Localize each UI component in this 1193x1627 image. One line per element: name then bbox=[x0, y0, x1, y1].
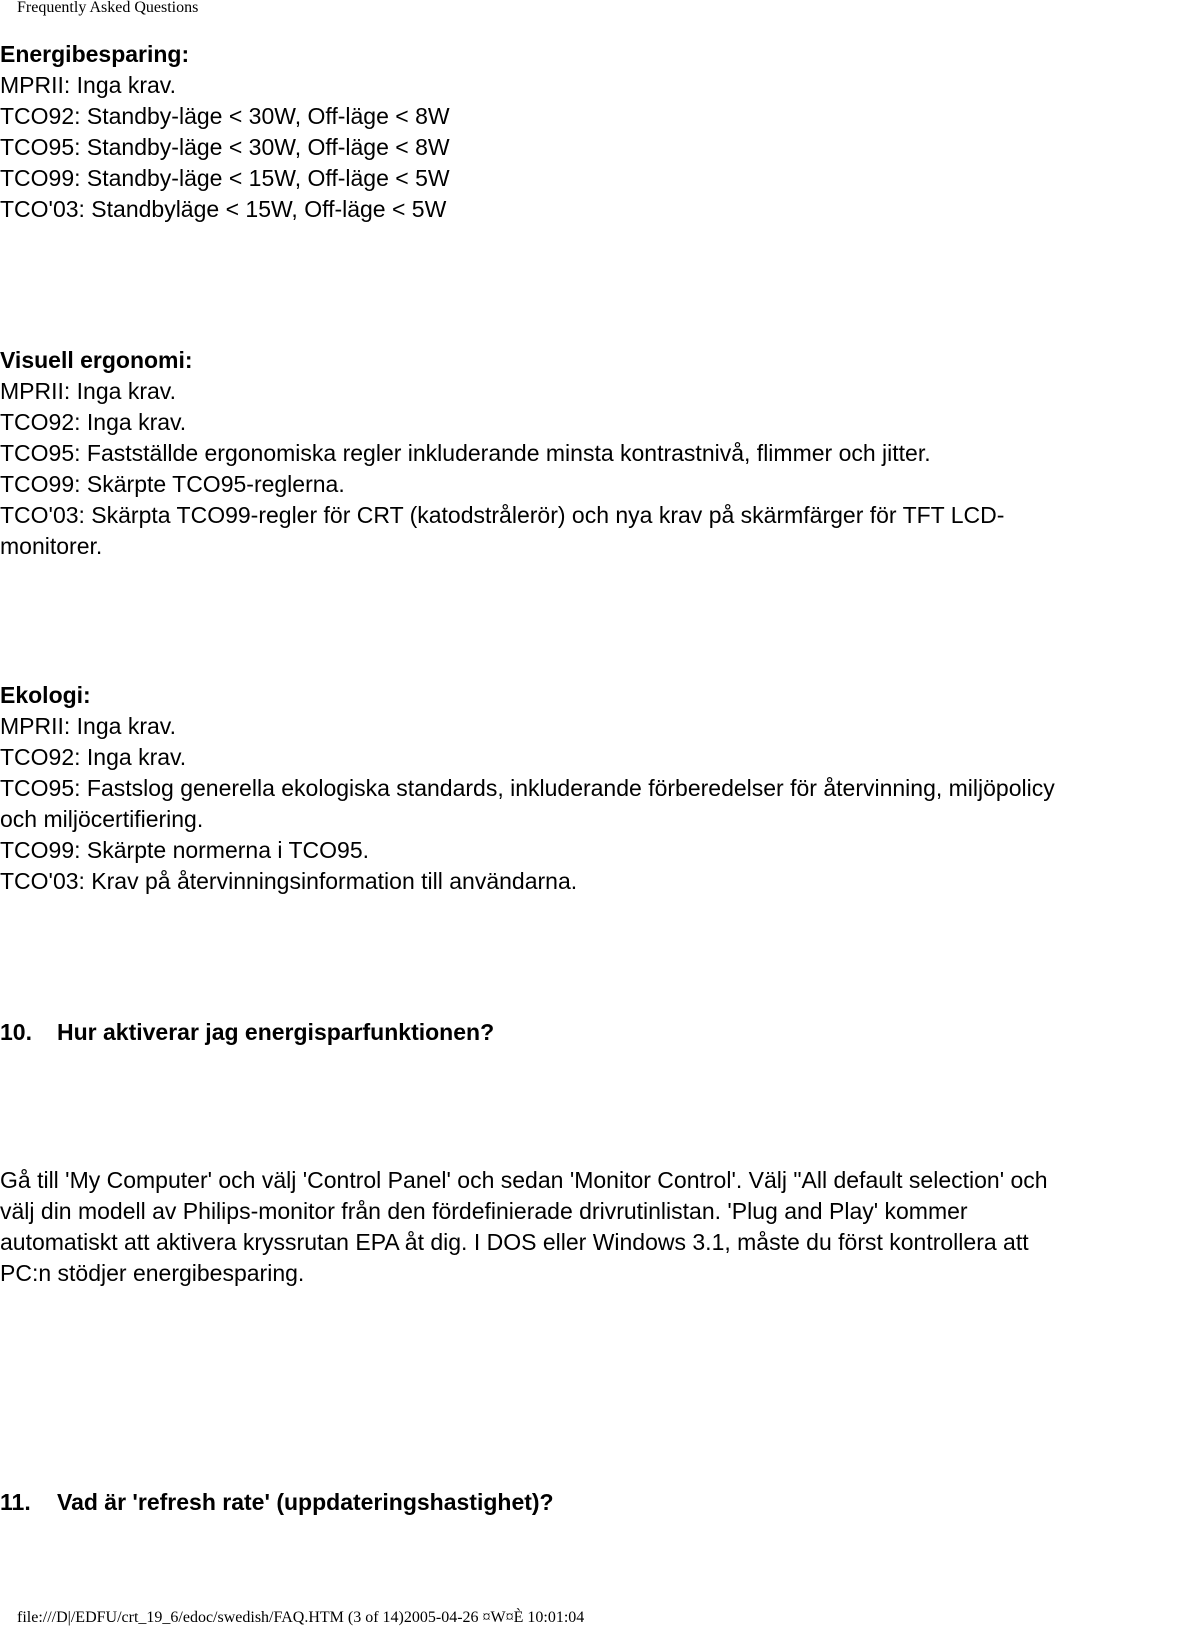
page-footer: file:///D|/EDFU/crt_19_6/edoc/swedish/FAQ.HTM (3 of 14)2005-04-26 ¤W¤È 10:01:04 bbox=[17, 1609, 585, 1626]
section-ekologi bbox=[0, 680, 1193, 897]
section-line: MPRII: Inga krav. bbox=[0, 72, 176, 98]
question-text: Hur aktiverar jag energisparfunktionen? bbox=[57, 1019, 495, 1045]
section-heading: Energibesparing: bbox=[0, 41, 190, 67]
section-line: TCO92: Inga krav. bbox=[0, 409, 187, 435]
section-line: TCO95: Fastslog generella ekologiska standards, inkluderande förberedelser för återvinning, miljöpolicy bbox=[0, 775, 1055, 801]
section-line: monitorer. bbox=[0, 533, 103, 559]
answer-line: automatiskt att aktivera kryssrutan EPA åt dig. I DOS eller Windows 3.1, måste du först kontrollera att bbox=[0, 1229, 1029, 1255]
faq-question-11 bbox=[0, 1487, 554, 1518]
section-line: TCO99: Skärpte normerna i TCO95. bbox=[0, 837, 369, 863]
section-energibesparing bbox=[0, 39, 1193, 225]
answer-line: PC:n stödjer energibesparing. bbox=[0, 1260, 305, 1286]
question-text: Vad är 'refresh rate' (uppdateringshastighet)? bbox=[57, 1489, 554, 1515]
section-line: TCO'03: Skärpta TCO99-regler för CRT (katodstrålerör) och nya krav på skärmfärger för TFT LCD- bbox=[0, 502, 1005, 528]
section-line: MPRII: Inga krav. bbox=[0, 378, 176, 404]
section-heading: Ekologi: bbox=[0, 682, 91, 708]
section-line: TCO'03: Krav på återvinningsinformation till användarna. bbox=[0, 868, 578, 894]
section-line: TCO92: Standby-läge < 30W, Off-läge < 8W bbox=[0, 103, 450, 129]
section-line: TCO99: Standby-läge < 15W, Off-läge < 5W bbox=[0, 165, 450, 191]
question-number: 10. bbox=[0, 1019, 32, 1045]
section-line: och miljöcertifiering. bbox=[0, 806, 204, 832]
faq-answer-10 bbox=[0, 1165, 1193, 1289]
page-header: Frequently Asked Questions bbox=[17, 0, 199, 16]
faq-question-10 bbox=[0, 1017, 494, 1048]
section-line: TCO92: Inga krav. bbox=[0, 744, 187, 770]
section-line: TCO'03: Standbyläge < 15W, Off-läge < 5W bbox=[0, 196, 447, 222]
section-line: TCO99: Skärpte TCO95-reglerna. bbox=[0, 471, 345, 497]
section-line: TCO95: Standby-läge < 30W, Off-läge < 8W bbox=[0, 134, 450, 160]
section-heading: Visuell ergonomi: bbox=[0, 347, 193, 373]
section-visuell-ergonomi bbox=[0, 345, 1193, 562]
answer-line: Gå till 'My Computer' och välj 'Control Panel' och sedan 'Monitor Control'. Välj "All default selection' och bbox=[0, 1167, 1048, 1193]
answer-line: välj din modell av Philips-monitor från den fördefinierade drivrutinlistan. 'Plug and Play' kommer bbox=[0, 1198, 968, 1224]
question-number: 11. bbox=[0, 1489, 31, 1515]
section-line: MPRII: Inga krav. bbox=[0, 713, 176, 739]
section-line: TCO95: Fastställde ergonomiska regler inkluderande minsta kontrastnivå, flimmer och jitter. bbox=[0, 440, 931, 466]
